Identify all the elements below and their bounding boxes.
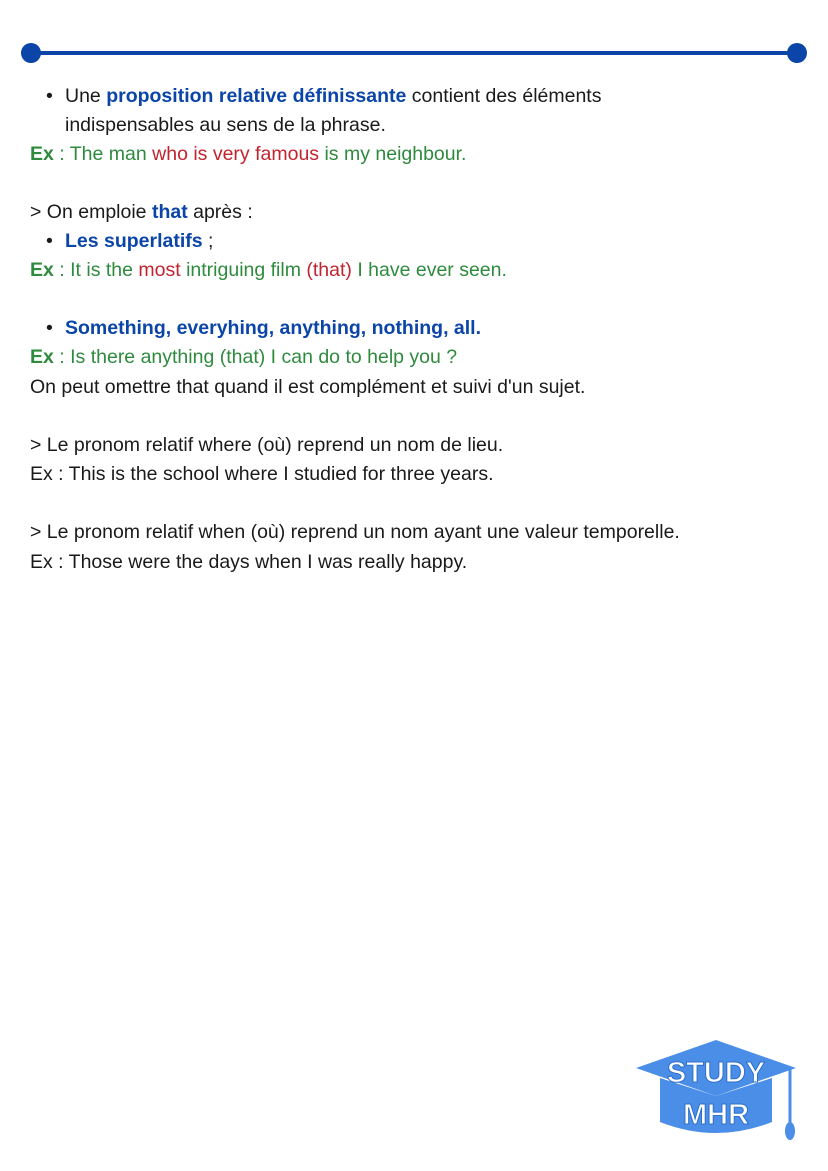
superlatifs-bullet: • Les superlatifs ; [46, 230, 214, 252]
example-sentence: Ex : The man who is very famous is my neighbour. [30, 143, 467, 165]
bullet-icon: • [46, 230, 53, 252]
definition-continuation: indispensables au sens de la phrase. [65, 114, 386, 136]
tassel [785, 1122, 795, 1140]
bullet-icon: • [46, 85, 53, 107]
superlatif-example: Ex : It is the most intriguing film (that) I have ever seen. [30, 259, 507, 281]
logo-line1: STUDY [666, 1057, 766, 1089]
definition-bullet: • Une proposition relative définissante contient des éléments [46, 85, 602, 107]
where-example: Ex : This is the school where I studied for three years. [30, 463, 494, 485]
divider-right-dot [787, 43, 807, 63]
when-example: Ex : Those were the days when I was really happy. [30, 551, 468, 573]
key-term: proposition relative définissante [106, 85, 407, 107]
indefinite-pronouns-bullet: • Something, everyhing, anything, nothing, all. [46, 317, 482, 339]
when-rule: > Le pronom relatif when (où) reprend un nom ayant une valeur temporelle. [30, 521, 680, 543]
divider-left-dot [21, 43, 41, 63]
top-divider-line [30, 51, 796, 55]
study-mhr-logo [634, 1038, 804, 1148]
where-rule: > Le pronom relatif where (où) reprend un nom de lieu. [30, 434, 504, 456]
that-rule-intro: > On emploie that après : [30, 201, 253, 223]
logo-line2: MHR [682, 1099, 750, 1131]
omission-note: On peut omettre that quand il est complément et suivi d'un sujet. [30, 376, 586, 398]
bullet-icon: • [46, 317, 53, 339]
anything-example: Ex : Is there anything (that) I can do to help you ? [30, 346, 458, 368]
